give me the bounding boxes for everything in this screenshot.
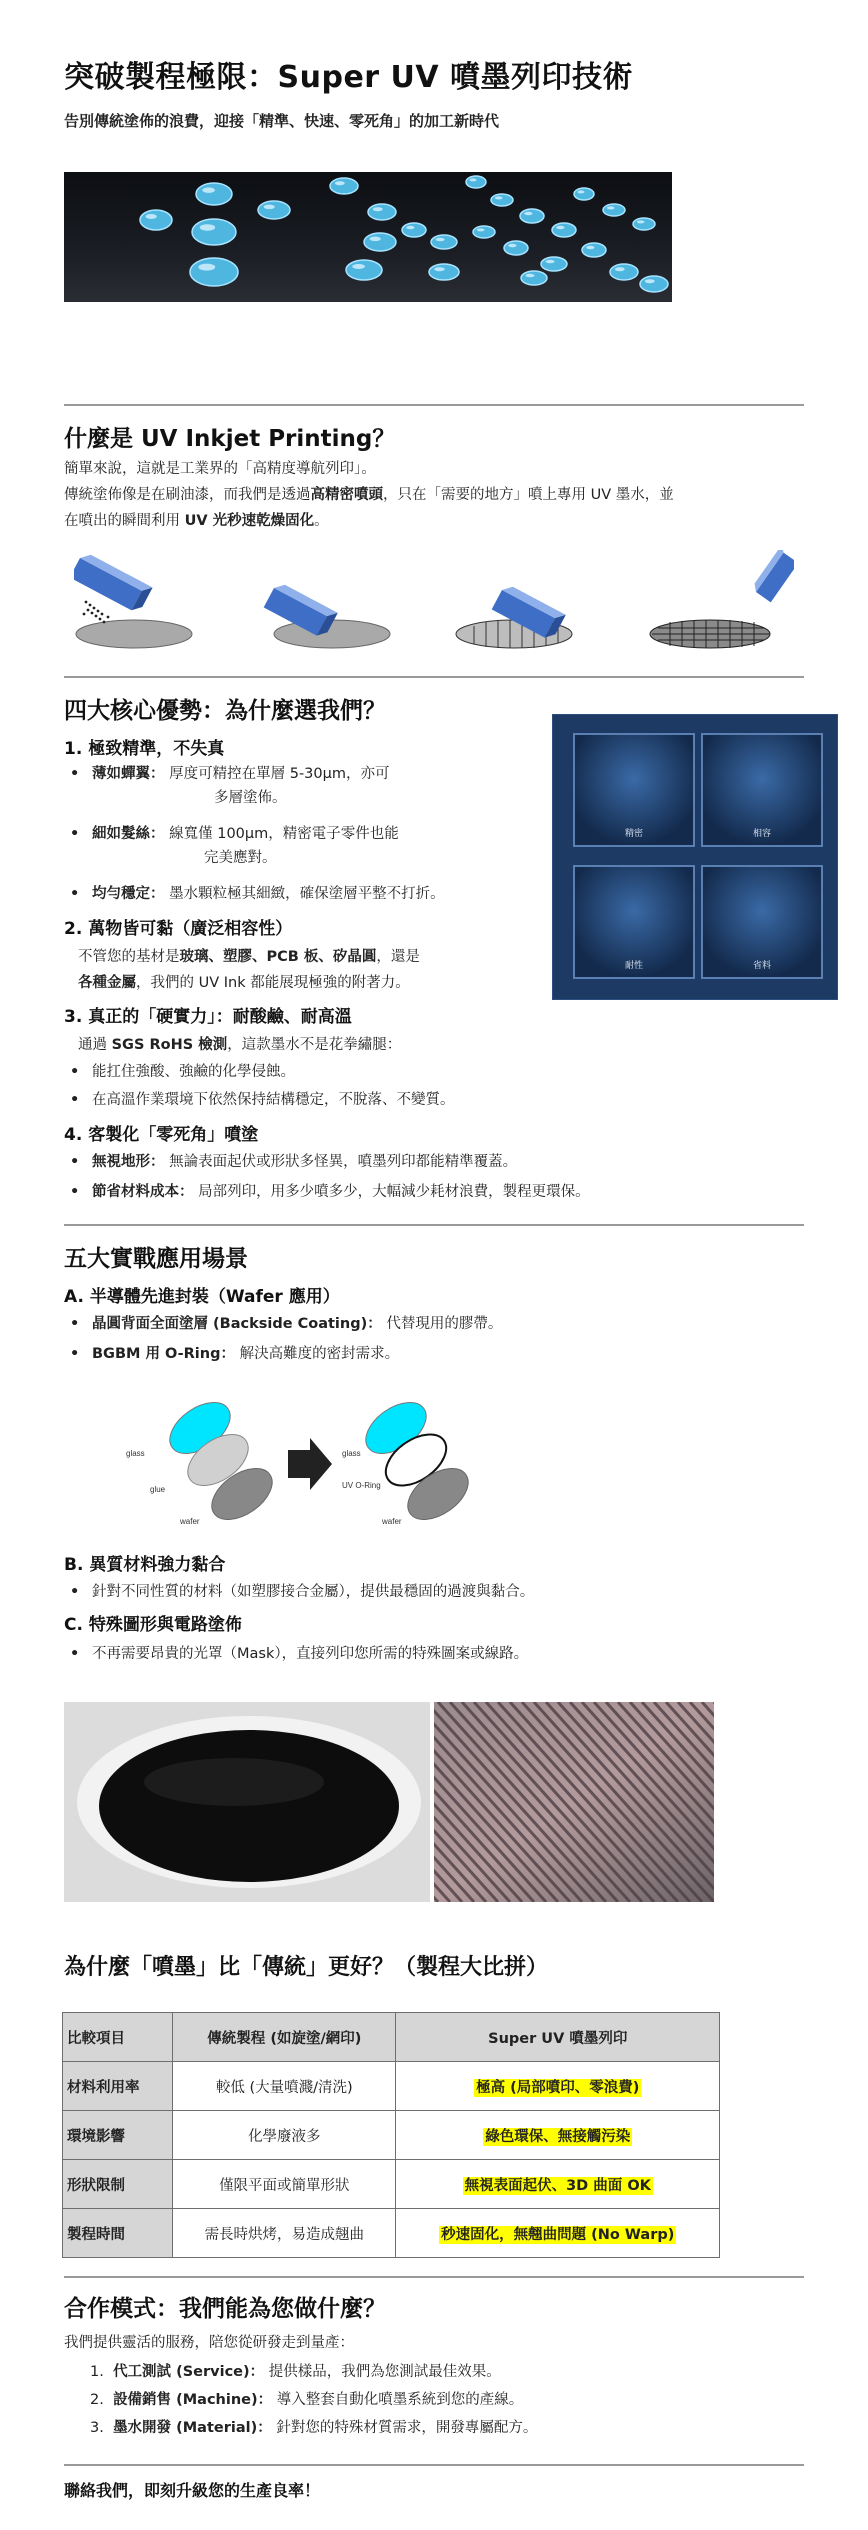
machine-item: 2. 設備銷售 (Machine)： 導入整套自動化噴墨系統到您的產線。 bbox=[90, 2392, 524, 2408]
row-traditional: 化學廢液多 bbox=[173, 2111, 396, 2160]
precision-icon: 精密 bbox=[573, 733, 695, 847]
label-glue-left: glue bbox=[150, 1485, 166, 1494]
row-traditional: 僅限平面或簡單形狀 bbox=[173, 2160, 396, 2209]
header-inkjet: Super UV 噴墨列印 bbox=[396, 2013, 720, 2062]
material-item: 3. 墨水開發 (Material)： 針對您的特殊材質需求，開發專屬配方。 bbox=[90, 2420, 538, 2436]
advantage-2-heading: 2. 萬物皆可黏（廣泛相容性） bbox=[64, 919, 293, 939]
label-glass-right: glass bbox=[342, 1449, 361, 1458]
table-row bbox=[63, 2062, 720, 2111]
hero-droplets-image bbox=[64, 172, 672, 302]
advantage-4-bullet-terrain: • 無視地形： 無論表面起伏或形狀多怪異，噴墨列印都能精準覆蓋。 bbox=[92, 1150, 517, 1174]
application-b-heading: B. 異質材料強力黏合 bbox=[64, 1555, 226, 1575]
label-uv-oring-right: UV O-Ring bbox=[342, 1481, 381, 1490]
application-a-bullet-oring: • BGBM 用 O-Ring： 解決高難度的密封需求。 bbox=[92, 1342, 399, 1366]
table-row bbox=[63, 2160, 720, 2209]
section-advantages-title: 四大核心優勢：為什麼選我們？ bbox=[64, 698, 386, 724]
advantage-1-bullet-fine: • 細如髮絲： 線寬僅 100μm，精密電子零件也能 bbox=[92, 822, 399, 846]
advantage-1-bullet-fine-cont: 完美應對。 bbox=[204, 850, 277, 866]
label-wafer-left: wafer bbox=[180, 1517, 200, 1526]
divider bbox=[64, 1224, 804, 1226]
divider bbox=[64, 404, 804, 406]
advantage-3-bullet-heat: • 在高溫作業環境下依然保持結構穩定，不脫落、不變質。 bbox=[92, 1088, 455, 1112]
comparison-header-row bbox=[63, 2013, 720, 2062]
application-a-heading: A. 半導體先進封裝（Wafer 應用） bbox=[64, 1287, 340, 1307]
advantage-3-bullet-chem: • 能扛住強酸、強鹼的化學侵蝕。 bbox=[92, 1060, 295, 1084]
section-applications-title: 五大實戰應用場景 bbox=[64, 1246, 248, 1272]
wafer-oring-diagram bbox=[120, 1400, 500, 1530]
divider bbox=[64, 676, 804, 678]
advantage-1-bullet-stable: • 均勻穩定： 墨水顆粒極其細緻，確保塗層平整不打折。 bbox=[92, 882, 445, 906]
contact-call-to-action: 聯絡我們，即刻升級您的生產良率！ bbox=[64, 2481, 321, 2500]
section-what-is-title: 什麼是 UV Inkjet Printing？ bbox=[64, 426, 396, 452]
advantage-3-heading: 3. 真正的「硬實力」：耐酸鹼、耐高溫 bbox=[64, 1007, 352, 1027]
advantage-1-bullet-thin-cont: 多層塗佈。 bbox=[214, 790, 287, 806]
page-title: 突破製程極限：Super UV 噴墨列印技術 bbox=[64, 60, 634, 95]
cooperation-intro: 我們提供靈活的服務，陪您從研發走到量產： bbox=[64, 2335, 354, 2351]
row-inkjet: 秒速固化，無翹曲問題 (No Warp) bbox=[396, 2209, 720, 2258]
comparison-title: 為什麼「噴墨」比「傳統」更好？（製程大比拼） bbox=[64, 1955, 549, 1980]
comparison-table bbox=[62, 2012, 720, 2258]
section-what-is-paragraph: 簡單來說，這就是工業界的「高精度導航列印」。 傳統塗佈像是在刷油漆，而我們是透過高精密噴頭，只在「需要的地方」噴上專用 UV 墨水，並 在噴出的瞬間利用 UV 光秒速乾燥固化。 bbox=[64, 461, 674, 529]
service-item: 1. 代工測試 (Service)： 提供樣品，我們為您測試最佳效果。 bbox=[90, 2364, 501, 2380]
arrow-right-icon bbox=[288, 1438, 332, 1490]
row-inkjet: 綠色環保、無接觸污染 bbox=[396, 2111, 720, 2160]
header-item: 比較項目 bbox=[63, 2013, 173, 2062]
wafer-backside-coating-photo bbox=[64, 1702, 430, 1902]
row-traditional: 需長時烘烤，易造成翹曲 bbox=[173, 2209, 396, 2258]
advantage-4-heading: 4. 客製化「零死角」噴塗 bbox=[64, 1125, 259, 1145]
table-row bbox=[63, 2111, 720, 2160]
advantage-4-bullet-save: • 節省材料成本： 局部列印，用多少噴多少，大幅減少耗材浪費，製程更環保。 bbox=[92, 1180, 590, 1204]
application-c-heading: C. 特殊圖形與電路塗佈 bbox=[64, 1615, 242, 1635]
cost-saving-icon: 省料 bbox=[701, 865, 823, 979]
divider bbox=[64, 2276, 804, 2278]
advantage-3-paragraph: 通過 SGS RoHS 檢測，這款墨水不是花拳繡腿： bbox=[78, 1037, 402, 1053]
row-label: 環境影響 bbox=[63, 2111, 173, 2160]
cooperation-title: 合作模式：我們能為您做什麼？ bbox=[64, 2296, 386, 2322]
divider bbox=[64, 2464, 804, 2466]
compatibility-icon: 相容 bbox=[701, 733, 823, 847]
advantages-icon-grid-image bbox=[552, 714, 838, 1000]
row-inkjet: 無視表面起伏、3D 曲面 OK bbox=[396, 2160, 720, 2209]
advantage-1-bullet-thin: • 薄如蟬翼： 厚度可精控在單層 5-30μm，亦可 bbox=[92, 762, 389, 786]
application-b-bullet: • 針對不同性質的材料（如塑膠接合金屬），提供最穩固的過渡與黏合。 bbox=[92, 1580, 534, 1604]
row-label: 形狀限制 bbox=[63, 2160, 173, 2209]
page-subtitle: 告別傳統塗佈的浪費，迎接「精準、快速、零死角」的加工新時代 bbox=[64, 112, 500, 130]
inkjet-process-illustration bbox=[74, 550, 794, 660]
row-label: 材料利用率 bbox=[63, 2062, 173, 2111]
row-traditional: 較低 (大量噴濺/清洗) bbox=[173, 2062, 396, 2111]
durability-icon: 耐性 bbox=[573, 865, 695, 979]
advantage-2-paragraph: 不管您的基材是玻璃、塑膠、PCB 板、矽晶圓，還是 各種金屬，我們的 UV Ink 都能展現極強的附著力。 bbox=[78, 949, 420, 991]
application-c-bullet: • 不再需要昂貴的光罩（Mask），直接列印您所需的特殊圖案或線路。 bbox=[92, 1642, 528, 1666]
row-label: 製程時間 bbox=[63, 2209, 173, 2258]
circuit-pattern-photo bbox=[434, 1702, 714, 1902]
table-row bbox=[63, 2209, 720, 2258]
advantage-1-heading: 1. 極致精準，不失真 bbox=[64, 739, 225, 759]
label-wafer-right: wafer bbox=[382, 1517, 402, 1526]
label-glass-left: glass bbox=[126, 1449, 145, 1458]
header-traditional: 傳統製程 (如旋塗/網印) bbox=[173, 2013, 396, 2062]
row-inkjet: 極高 (局部噴印、零浪費) bbox=[396, 2062, 720, 2111]
application-a-bullet-backside: • 晶圓背面全面塗層 (Backside Coating)： 代替現用的膠帶。 bbox=[92, 1312, 502, 1336]
